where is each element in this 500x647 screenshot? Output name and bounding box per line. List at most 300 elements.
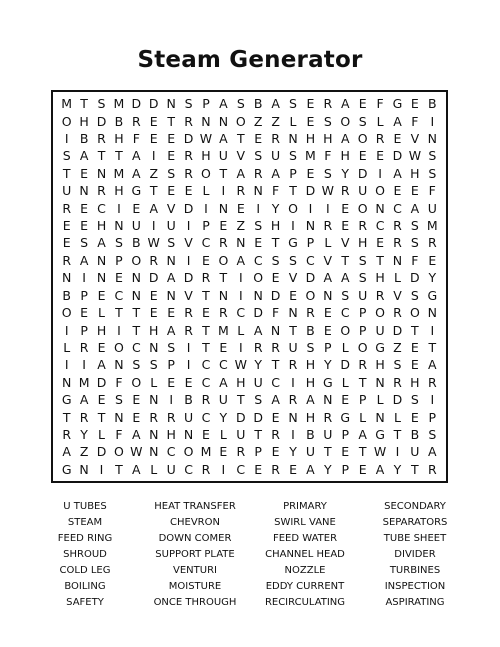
grid-letter[interactable]: U [236, 426, 246, 442]
grid-letter[interactable]: H [410, 165, 420, 181]
grid-letter[interactable]: M [305, 148, 316, 164]
grid-letter[interactable]: R [149, 409, 159, 425]
grid-letter[interactable]: F [132, 131, 140, 147]
grid-letter[interactable]: E [97, 392, 106, 408]
grid-letter[interactable]: S [393, 357, 402, 373]
grid-letter[interactable]: C [184, 461, 193, 477]
grid-letter[interactable]: Z [149, 165, 159, 181]
grid-letter[interactable]: S [62, 148, 71, 164]
grid-letter[interactable]: A [358, 426, 367, 442]
grid-letter[interactable]: E [341, 444, 350, 460]
grid-letter[interactable]: I [99, 461, 104, 477]
grid-letter[interactable]: N [288, 409, 298, 425]
grid-letter[interactable]: T [341, 252, 350, 268]
grid-letter[interactable]: T [97, 148, 106, 164]
grid-letter[interactable]: R [131, 113, 141, 129]
grid-letter[interactable]: F [115, 374, 123, 390]
grid-letter[interactable]: O [305, 287, 316, 303]
grid-letter[interactable]: R [219, 305, 228, 321]
grid-letter[interactable]: M [200, 444, 212, 460]
grid-letter[interactable]: H [149, 322, 159, 338]
grid-letter[interactable]: S [428, 165, 437, 181]
grid-letter[interactable]: G [61, 461, 72, 477]
grid-letter[interactable]: R [79, 409, 89, 425]
grid-letter[interactable]: B [132, 235, 141, 251]
grid-letter[interactable]: A [410, 200, 420, 216]
grid-letter[interactable]: I [256, 200, 261, 216]
grid-letter[interactable]: G [392, 96, 403, 112]
grid-letter[interactable]: I [186, 252, 191, 268]
grid-letter[interactable]: G [375, 339, 385, 355]
grid-letter[interactable]: N [96, 270, 107, 286]
grid-letter[interactable]: P [358, 392, 367, 408]
grid-letter[interactable]: O [340, 113, 351, 129]
grid-letter[interactable]: E [149, 131, 158, 147]
grid-letter[interactable]: U [410, 444, 420, 460]
grid-letter[interactable]: E [358, 461, 367, 477]
grid-letter[interactable]: R [62, 200, 72, 216]
grid-letter[interactable]: A [132, 148, 141, 164]
grid-letter[interactable]: D [96, 374, 107, 390]
grid-letter[interactable]: N [375, 409, 385, 425]
grid-letter[interactable]: S [410, 218, 419, 234]
grid-letter[interactable]: U [358, 183, 368, 199]
grid-letter[interactable]: N [131, 287, 141, 303]
grid-letter[interactable]: N [218, 113, 229, 129]
grid-letter[interactable]: S [254, 218, 263, 234]
grid-letter[interactable]: S [114, 235, 123, 251]
grid-letter[interactable]: N [96, 252, 107, 268]
grid-letter[interactable]: T [358, 374, 367, 390]
grid-letter[interactable]: D [340, 357, 351, 373]
grid-letter[interactable]: C [236, 305, 246, 321]
grid-letter[interactable]: L [63, 339, 71, 355]
grid-letter[interactable]: N [218, 287, 229, 303]
grid-letter[interactable]: S [97, 96, 106, 112]
grid-letter[interactable]: E [428, 252, 437, 268]
grid-letter[interactable]: U [166, 218, 176, 234]
grid-letter[interactable]: L [202, 183, 210, 199]
grid-letter[interactable]: E [149, 287, 158, 303]
grid-letter[interactable]: A [306, 392, 315, 408]
grid-letter[interactable]: D [131, 96, 142, 112]
grid-letter[interactable]: E [410, 96, 419, 112]
grid-letter[interactable]: P [306, 235, 315, 251]
grid-letter[interactable]: E [62, 235, 71, 251]
grid-letter[interactable]: N [375, 200, 385, 216]
grid-letter[interactable]: R [340, 183, 350, 199]
grid-letter[interactable]: Y [80, 426, 88, 442]
grid-letter[interactable]: F [428, 183, 436, 199]
grid-letter[interactable]: A [393, 113, 402, 129]
grid-letter[interactable]: E [306, 113, 315, 129]
grid-letter[interactable]: I [186, 218, 191, 234]
grid-letter[interactable]: W [147, 235, 160, 251]
grid-letter[interactable]: O [235, 113, 246, 129]
grid-letter[interactable]: R [253, 339, 263, 355]
grid-letter[interactable]: C [236, 461, 246, 477]
grid-letter[interactable]: C [393, 200, 402, 216]
grid-letter[interactable]: S [167, 165, 176, 181]
grid-letter[interactable]: V [184, 235, 193, 251]
grid-letter[interactable]: U [218, 392, 228, 408]
grid-letter[interactable]: O [375, 183, 385, 199]
grid-letter[interactable]: R [97, 131, 106, 147]
grid-letter[interactable]: I [238, 270, 243, 286]
grid-letter[interactable]: D [235, 409, 246, 425]
grid-letter[interactable]: S [358, 113, 367, 129]
grid-letter[interactable]: I [238, 287, 243, 303]
grid-letter[interactable]: N [166, 287, 176, 303]
grid-letter[interactable]: S [184, 96, 193, 112]
grid-letter[interactable]: D [183, 131, 194, 147]
grid-letter[interactable]: T [132, 322, 141, 338]
grid-letter[interactable]: E [219, 218, 228, 234]
grid-letter[interactable]: L [376, 113, 384, 129]
grid-letter[interactable]: A [219, 131, 228, 147]
grid-letter[interactable]: S [114, 392, 123, 408]
grid-letter[interactable]: R [271, 131, 280, 147]
grid-letter[interactable]: N [149, 392, 159, 408]
grid-letter[interactable]: Y [324, 357, 332, 373]
grid-letter[interactable]: S [254, 148, 263, 164]
grid-letter[interactable]: N [183, 426, 194, 442]
grid-letter[interactable]: R [201, 461, 211, 477]
grid-letter[interactable]: E [97, 287, 106, 303]
grid-letter[interactable]: D [305, 270, 316, 286]
grid-letter[interactable]: F [272, 305, 280, 321]
grid-letter[interactable]: U [218, 148, 228, 164]
grid-letter[interactable]: S [132, 357, 141, 373]
grid-letter[interactable]: P [428, 409, 437, 425]
grid-letter[interactable]: O [253, 270, 264, 286]
grid-letter[interactable]: P [202, 218, 210, 234]
grid-letter[interactable]: E [80, 305, 89, 321]
grid-letter[interactable]: E [219, 339, 228, 355]
grid-letter[interactable]: E [289, 461, 297, 477]
grid-letter[interactable]: N [79, 183, 89, 199]
grid-letter[interactable]: T [411, 322, 419, 338]
grid-letter[interactable]: I [221, 183, 226, 199]
grid-letter[interactable]: D [96, 444, 107, 460]
grid-letter[interactable]: H [375, 357, 385, 373]
grid-letter[interactable]: R [184, 305, 193, 321]
grid-letter[interactable]: B [79, 131, 89, 147]
grid-letter[interactable]: T [324, 444, 332, 460]
grid-letter[interactable]: R [97, 183, 106, 199]
grid-letter[interactable]: I [64, 357, 69, 373]
grid-letter[interactable]: L [359, 409, 367, 425]
grid-letter[interactable]: D [253, 409, 264, 425]
grid-letter[interactable]: B [306, 426, 315, 442]
grid-letter[interactable]: T [62, 165, 71, 181]
grid-letter[interactable]: O [357, 200, 368, 216]
grid-letter[interactable]: E [341, 200, 350, 216]
grid-letter[interactable]: Y [254, 357, 263, 373]
grid-letter[interactable]: T [97, 409, 106, 425]
grid-letter[interactable]: T [167, 113, 175, 129]
grid-letter[interactable]: M [113, 96, 125, 112]
grid-letter[interactable]: N [201, 113, 211, 129]
grid-letter[interactable]: E [376, 235, 385, 251]
grid-letter[interactable]: Y [393, 461, 402, 477]
grid-letter[interactable]: C [271, 374, 280, 390]
grid-letter[interactable]: O [61, 305, 72, 321]
grid-letter[interactable]: E [323, 305, 332, 321]
grid-letter[interactable]: E [167, 305, 176, 321]
grid-letter[interactable]: S [167, 235, 176, 251]
grid-letter[interactable]: G [61, 392, 72, 408]
grid-letter[interactable]: L [289, 113, 297, 129]
grid-letter[interactable]: C [306, 252, 315, 268]
grid-letter[interactable]: H [340, 148, 350, 164]
grid-letter[interactable]: N [218, 200, 229, 216]
grid-letter[interactable]: O [288, 200, 298, 216]
grid-letter[interactable]: S [410, 392, 419, 408]
grid-letter[interactable]: N [375, 374, 385, 390]
grid-letter[interactable]: A [79, 252, 89, 268]
grid-letter[interactable]: L [98, 426, 105, 442]
grid-letter[interactable]: E [80, 200, 89, 216]
grid-letter[interactable]: F [411, 252, 419, 268]
grid-letter[interactable]: B [62, 287, 71, 303]
grid-letter[interactable]: F [115, 426, 123, 442]
grid-letter[interactable]: F [411, 113, 419, 129]
grid-letter[interactable]: T [376, 252, 384, 268]
grid-letter[interactable]: I [221, 461, 226, 477]
grid-letter[interactable]: H [114, 131, 124, 147]
grid-letter[interactable]: E [167, 183, 176, 199]
grid-letter[interactable]: O [340, 322, 351, 338]
grid-letter[interactable]: E [80, 218, 89, 234]
grid-letter[interactable]: D [183, 200, 194, 216]
grid-letter[interactable]: W [130, 444, 143, 460]
grid-letter[interactable]: O [131, 252, 142, 268]
grid-letter[interactable]: E [202, 305, 210, 321]
grid-letter[interactable]: B [410, 426, 420, 442]
grid-letter[interactable]: R [201, 392, 211, 408]
grid-letter[interactable]: E [236, 200, 245, 216]
grid-letter[interactable]: I [430, 113, 435, 129]
grid-letter[interactable]: O [375, 305, 385, 321]
grid-letter[interactable]: H [79, 113, 89, 129]
grid-letter[interactable]: R [375, 287, 385, 303]
grid-letter[interactable]: I [186, 357, 191, 373]
grid-letter[interactable]: E [410, 339, 419, 355]
grid-letter[interactable]: I [430, 322, 435, 338]
grid-letter[interactable]: A [132, 461, 141, 477]
grid-letter[interactable]: R [184, 113, 193, 129]
grid-letter[interactable]: E [271, 270, 280, 286]
grid-letter[interactable]: E [341, 392, 350, 408]
grid-letter[interactable]: S [410, 287, 419, 303]
grid-letter[interactable]: S [289, 252, 297, 268]
grid-letter[interactable]: W [321, 183, 335, 199]
grid-letter[interactable]: F [324, 148, 332, 164]
grid-letter[interactable]: P [115, 252, 123, 268]
grid-letter[interactable]: R [271, 339, 280, 355]
grid-letter[interactable]: A [166, 322, 176, 338]
grid-letter[interactable]: N [166, 96, 176, 112]
grid-letter[interactable]: F [272, 183, 280, 199]
grid-letter[interactable]: S [167, 339, 176, 355]
grid-letter[interactable]: A [271, 96, 280, 112]
grid-letter[interactable]: H [323, 131, 333, 147]
grid-letter[interactable]: S [358, 270, 367, 286]
grid-letter[interactable]: E [132, 200, 141, 216]
grid-letter[interactable]: T [219, 270, 228, 286]
grid-letter[interactable]: A [428, 357, 437, 373]
grid-letter[interactable]: R [288, 392, 298, 408]
grid-letter[interactable]: E [271, 444, 280, 460]
grid-letter[interactable]: P [358, 322, 367, 338]
grid-letter[interactable]: V [393, 287, 402, 303]
grid-letter[interactable]: Z [393, 339, 402, 355]
grid-letter[interactable]: D [410, 270, 420, 286]
grid-letter[interactable]: C [166, 444, 176, 460]
grid-letter[interactable]: L [219, 426, 227, 442]
grid-letter[interactable]: T [289, 322, 297, 338]
grid-letter[interactable]: R [253, 165, 263, 181]
grid-letter[interactable]: E [167, 374, 176, 390]
grid-letter[interactable]: E [167, 148, 176, 164]
grid-letter[interactable]: I [204, 200, 208, 216]
grid-letter[interactable]: V [340, 235, 350, 251]
grid-letter[interactable]: S [323, 165, 332, 181]
grid-letter[interactable]: H [270, 218, 281, 234]
grid-letter[interactable]: A [166, 270, 176, 286]
grid-letter[interactable]: V [166, 200, 176, 216]
grid-letter[interactable]: Z [236, 218, 246, 234]
grid-letter[interactable]: R [427, 235, 437, 251]
grid-letter[interactable]: R [288, 357, 298, 373]
grid-letter[interactable]: U [288, 339, 298, 355]
grid-letter[interactable]: W [408, 148, 422, 164]
grid-letter[interactable]: I [169, 392, 173, 408]
grid-letter[interactable]: U [305, 444, 315, 460]
grid-letter[interactable]: N [114, 409, 124, 425]
grid-letter[interactable]: H [96, 322, 107, 338]
grid-letter[interactable]: V [184, 287, 193, 303]
grid-letter[interactable]: N [114, 357, 124, 373]
grid-letter[interactable]: P [289, 165, 297, 181]
grid-letter[interactable]: T [149, 183, 158, 199]
grid-letter[interactable]: I [395, 444, 400, 460]
grid-letter[interactable]: I [291, 218, 295, 234]
grid-letter[interactable]: N [305, 218, 316, 234]
grid-letter[interactable]: E [341, 218, 350, 234]
grid-letter[interactable]: N [392, 252, 403, 268]
grid-letter[interactable]: D [183, 270, 194, 286]
grid-letter[interactable]: T [115, 148, 123, 164]
grid-letter[interactable]: A [236, 252, 246, 268]
grid-letter[interactable]: P [254, 444, 262, 460]
grid-letter[interactable]: T [80, 96, 88, 112]
grid-letter[interactable]: N [149, 426, 159, 442]
grid-letter[interactable]: V [236, 148, 246, 164]
grid-letter[interactable]: R [393, 218, 402, 234]
grid-letter[interactable]: N [96, 165, 107, 181]
grid-letter[interactable]: E [254, 131, 263, 147]
grid-letter[interactable]: Y [428, 270, 437, 286]
grid-letter[interactable]: Y [289, 444, 297, 460]
grid-letter[interactable]: A [323, 270, 333, 286]
grid-letter[interactable]: R [323, 96, 333, 112]
grid-letter[interactable]: G [322, 374, 333, 390]
grid-letter[interactable]: I [64, 322, 69, 338]
grid-letter[interactable]: U [375, 322, 385, 338]
grid-letter[interactable]: D [148, 270, 159, 286]
grid-letter[interactable]: T [271, 235, 280, 251]
grid-letter[interactable]: P [358, 305, 367, 321]
grid-letter[interactable]: E [62, 218, 71, 234]
grid-letter[interactable]: F [376, 96, 384, 112]
grid-letter[interactable]: A [340, 270, 350, 286]
grid-letter[interactable]: S [410, 235, 419, 251]
grid-letter[interactable]: L [341, 374, 349, 390]
grid-letter[interactable]: N [288, 131, 298, 147]
grid-letter[interactable]: A [97, 357, 106, 373]
grid-letter[interactable]: T [202, 322, 210, 338]
grid-letter[interactable]: S [289, 148, 297, 164]
grid-letter[interactable]: A [79, 148, 89, 164]
grid-letter[interactable]: A [62, 444, 71, 460]
grid-letter[interactable]: E [410, 409, 419, 425]
grid-letter[interactable]: R [358, 357, 367, 373]
grid-letter[interactable]: O [183, 444, 194, 460]
grid-letter[interactable]: A [236, 165, 246, 181]
grid-letter[interactable]: E [132, 392, 141, 408]
grid-letter[interactable]: E [358, 96, 367, 112]
grid-letter[interactable]: H [375, 270, 385, 286]
grid-letter[interactable]: O [357, 131, 368, 147]
grid-letter[interactable]: P [167, 357, 175, 373]
grid-letter[interactable]: M [61, 96, 73, 112]
grid-letter[interactable]: G [340, 409, 351, 425]
grid-letter[interactable]: N [236, 235, 246, 251]
grid-letter[interactable]: E [323, 322, 332, 338]
grid-letter[interactable]: N [131, 270, 141, 286]
grid-letter[interactable]: O [357, 339, 368, 355]
grid-letter[interactable]: T [254, 426, 263, 442]
grid-letter[interactable]: V [410, 131, 420, 147]
grid-letter[interactable]: E [97, 339, 106, 355]
grid-letter[interactable]: M [217, 322, 229, 338]
grid-letter[interactable]: O [61, 113, 72, 129]
grid-letter[interactable]: P [341, 426, 350, 442]
grid-letter[interactable]: R [271, 461, 280, 477]
grid-letter[interactable]: A [219, 374, 228, 390]
grid-letter[interactable]: P [80, 322, 88, 338]
grid-letter[interactable]: R [323, 409, 333, 425]
grid-letter[interactable]: R [323, 218, 333, 234]
grid-letter[interactable]: R [375, 131, 385, 147]
grid-letter[interactable]: I [151, 218, 156, 234]
grid-letter[interactable]: O [114, 444, 124, 460]
grid-letter[interactable]: R [427, 461, 437, 477]
grid-letter[interactable]: A [340, 131, 350, 147]
grid-letter[interactable]: A [271, 392, 280, 408]
grid-letter[interactable]: R [184, 322, 193, 338]
grid-letter[interactable]: P [324, 339, 332, 355]
grid-letter[interactable]: A [219, 96, 228, 112]
grid-letter[interactable]: L [150, 374, 158, 390]
grid-letter[interactable]: T [202, 287, 210, 303]
grid-letter[interactable]: Y [271, 200, 280, 216]
grid-letter[interactable]: L [237, 322, 245, 338]
grid-letter[interactable]: U [358, 287, 368, 303]
grid-letter[interactable]: G [131, 183, 142, 199]
